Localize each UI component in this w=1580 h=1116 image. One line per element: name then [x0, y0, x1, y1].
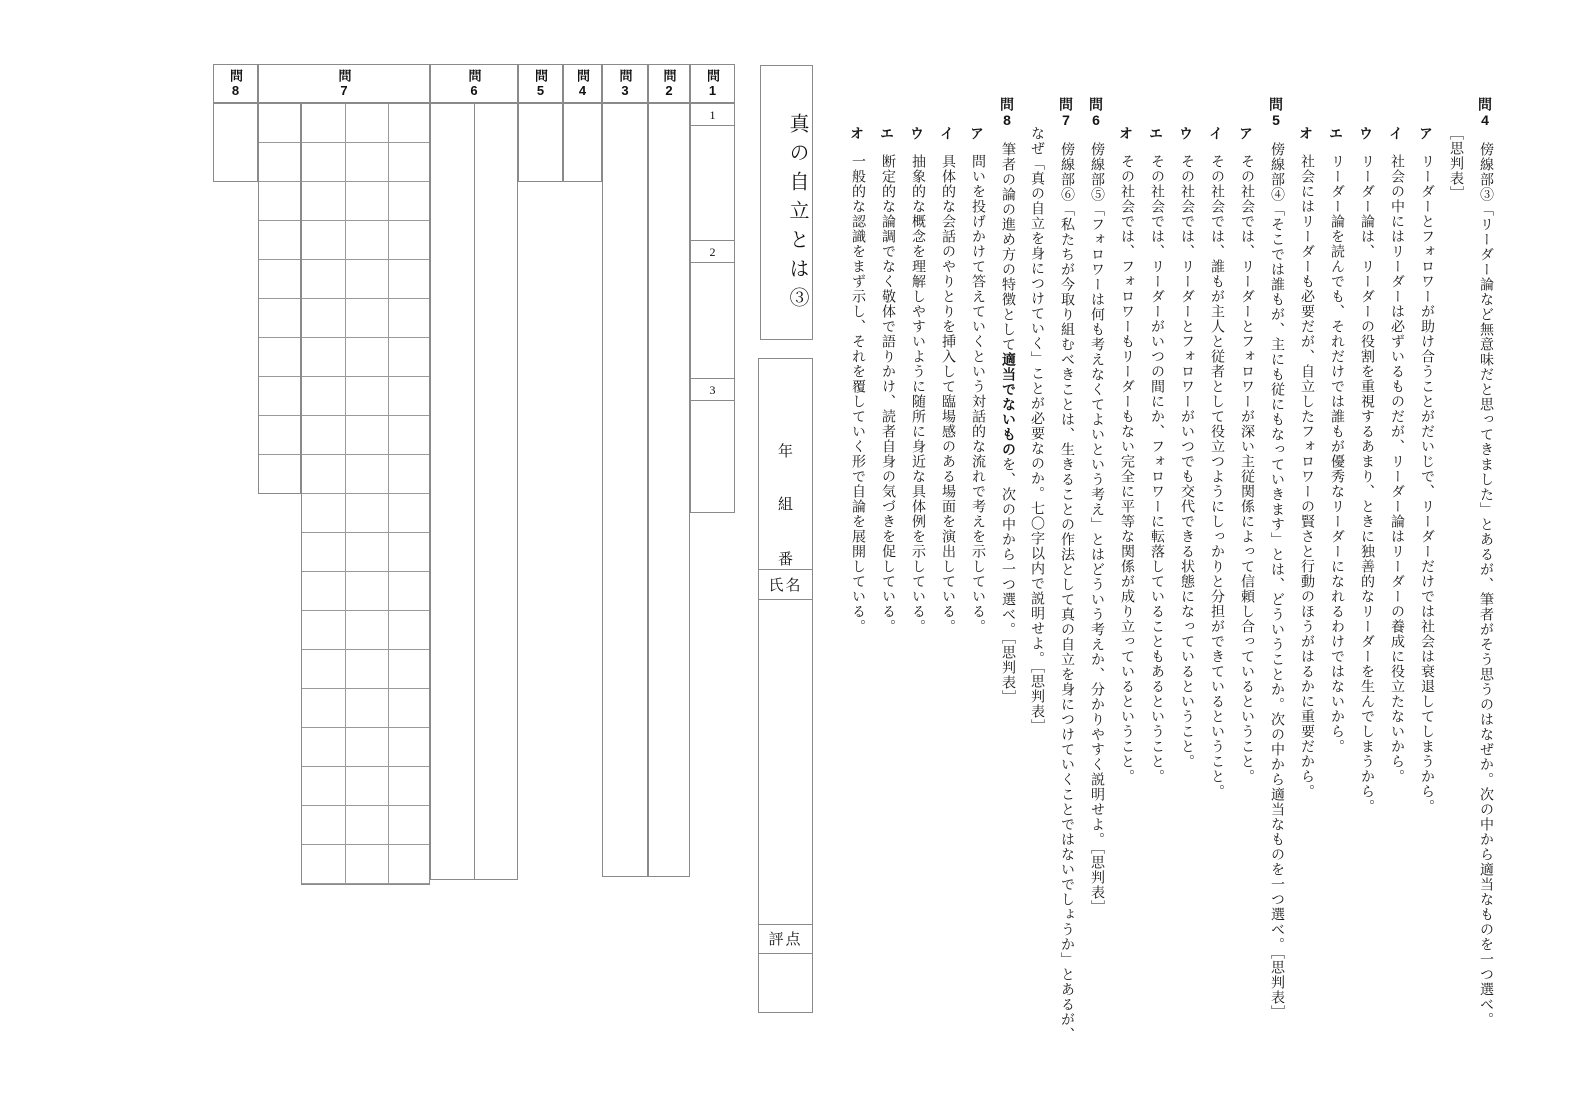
answer-header-q3: 問3 — [602, 64, 648, 103]
question-4-option-a: アリーダーとフォロワーが助け合うことがだいじで、リーダーだけでは社会は衰退してしまうから。 — [1418, 126, 1434, 814]
q7-answer-grid[interactable] — [301, 103, 430, 885]
question-8-option-u: ウ抽象的な概念を理解しやすいように随所に身近な具体例を示している。 — [909, 126, 925, 634]
answer-header-q2: 問2 — [648, 64, 690, 103]
question-text-block — [800, 97, 1500, 1052]
answer-header-q5: 問5 — [518, 64, 563, 103]
answer-header-q8: 問8 — [213, 64, 258, 103]
year-label: 年 — [777, 444, 793, 460]
question-4-label: 問4 — [1477, 97, 1493, 129]
number-label: 番 — [777, 552, 793, 568]
q7-answer-grid-short-column[interactable] — [258, 103, 301, 494]
grid-column-divider — [345, 104, 346, 884]
question-4-option-u: ウリーダー論は、リーダーの役割を重視するあまり、ときに独善的なリーダーを生んでしまうから。 — [1358, 126, 1374, 814]
answer-header-q7: 問7 — [258, 64, 430, 103]
answer-header-q6: 問6 — [430, 64, 518, 103]
question-5: 問5傍線部④「そこでは誰もが、主にも従にもなっていきます」とは、どういうことか。次の中から適当なものを一つ選べ。［思判表］ — [1268, 97, 1284, 1020]
answer-header-q4: 問4 — [563, 64, 602, 103]
question-5-option-o: オその社会では、フォロワーもリーダーもない完全に平等な関係が成り立っているということ。 — [1118, 126, 1134, 784]
answer-box-q5[interactable] — [518, 103, 563, 182]
question-5-option-i: イその社会では、誰もが主人と従者として役立つようにしっかりと分担ができているということ。 — [1208, 126, 1224, 799]
question-4: 問4傍線部③「リーダー論など無意味だと思ってきました」とあるが、筆者がそう思うのはなぜか。次の中から適当なものを一つ選べ。 — [1477, 97, 1493, 1027]
question-5-option-a: アその社会では、リーダーとフォロワーが深い主従関係によって信頼し合っているということ。 — [1238, 126, 1254, 784]
answer-box-q1-2[interactable] — [690, 262, 735, 379]
q1-sub-label-3: 3 — [690, 378, 735, 401]
q6-column-divider — [474, 104, 475, 879]
question-8-option-i: イ具体的な会話のやりとりを挿入して臨場感のある場面を演出している。 — [939, 126, 955, 634]
question-8-option-e: エ断定的な論調でなく敬体で語りかけ、読者自身の気づきを促している。 — [879, 126, 895, 634]
question-4-option-o: オ社会にはリーダーも必要だが、自立したフォロワーの賢さと行動のほうがはるかに重要だから。 — [1298, 126, 1314, 799]
answer-box-q8[interactable] — [213, 103, 258, 182]
question-5-option-e: エその社会では、リーダーがいつの間にか、フォロワーに転落していることもあるということ。 — [1148, 126, 1164, 784]
question-6: 問6傍線部⑤「フォロワーは何も考えなくてよいという考え」とはどういう考えか、分かりやすく説明せよ。［思判表］ — [1088, 97, 1104, 915]
name-label-cell: 氏名 — [768, 577, 803, 594]
answer-box-q1-1[interactable] — [690, 125, 735, 241]
question-4-option-i: イ社会の中にはリーダーは必ずいるものだが、リーダー論はリーダーの養成に役立たないから。 — [1388, 126, 1404, 784]
answer-header-q1: 問1 — [690, 64, 735, 103]
question-8-option-a: ア問いを投げかけて答えていくという対話的な流れで考えを示している。 — [969, 126, 985, 634]
score-label-cell: 評点 — [768, 932, 803, 948]
answer-box-q3[interactable] — [602, 103, 648, 877]
question-4-tag: ［思判表］ — [1448, 126, 1463, 201]
question-8: 問8筆者の論の進め方の特徴として適当でないものを、次の中から一つ選べ。［思判表］ — [999, 97, 1015, 705]
answer-box-q2[interactable] — [648, 103, 690, 877]
page-title: 真の自立とは③ — [786, 113, 808, 316]
answer-box-q4[interactable] — [563, 103, 602, 182]
q1-sub-label-2: 2 — [690, 240, 735, 263]
question-5-label: 問5 — [1268, 97, 1284, 129]
question-8-label: 問8 — [999, 97, 1015, 129]
question-7: 問7傍線部⑥「私たちが今取り組むべきことは、生きることの作法として真の自立を身につけていくことではないでしょうか」とあるが、なぜ「真の自立を身につけていく」ことが必要なのか。七〇字以内で説明せよ。［思判表］ — [1029, 97, 1074, 1042]
class-label: 組 — [777, 497, 793, 513]
question-4-option-e: エリーダー論を読んでも、それだけでは誰もが優秀なリーダーになれるわけではないから。 — [1328, 126, 1344, 754]
question-8-option-o: オ一般的な認識をまず示し、それを覆していく形で自論を展開している。 — [849, 126, 865, 634]
question-5-option-u: ウその社会では、リーダーとフォロワーがいつでも交代できる状態になっているということ。 — [1178, 126, 1194, 769]
grid-column-divider — [388, 104, 389, 884]
question-7-label: 問7 — [1058, 97, 1074, 129]
q1-sub-label-1: 1 — [690, 103, 735, 126]
question-6-label: 問6 — [1088, 97, 1104, 129]
answer-box-q1-3[interactable] — [690, 400, 735, 513]
answer-box-q6[interactable] — [430, 103, 518, 880]
